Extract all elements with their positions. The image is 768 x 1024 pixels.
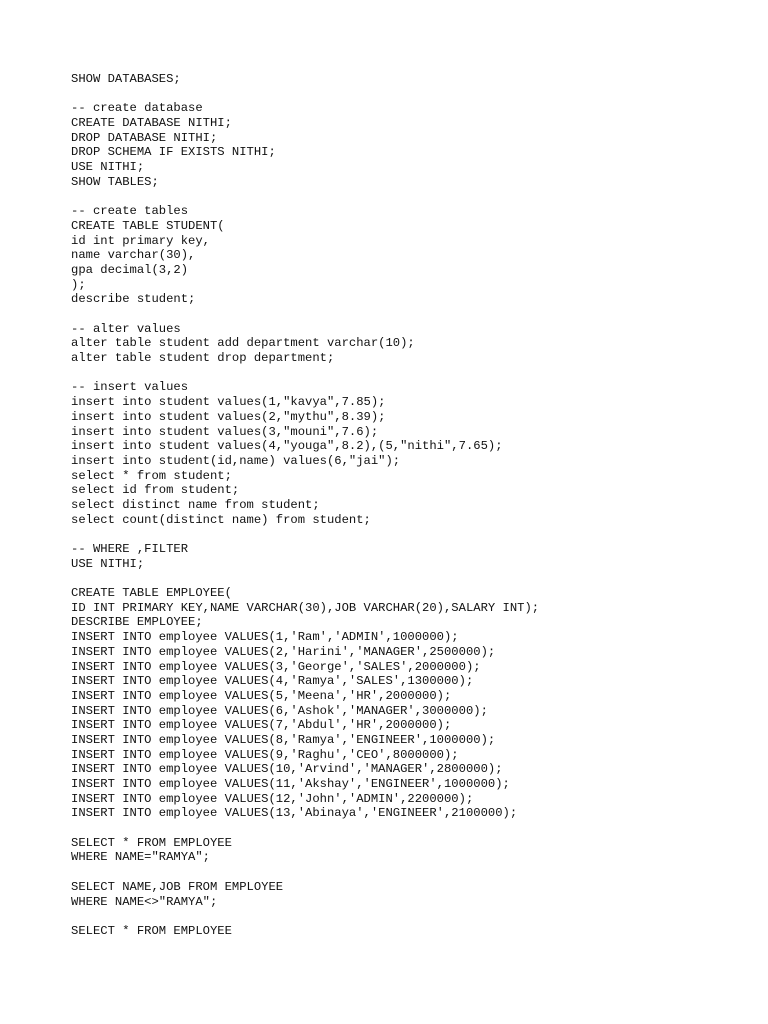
code-line: USE NITHI; [71,160,145,175]
code-line: insert into student values(1,"kavya",7.85); [71,395,386,410]
code-line: INSERT INTO employee VALUES(5,'Meena','HR',2000000); [71,688,452,703]
code-line: INSERT INTO employee VALUES(2,'Harini','MANAGER',2500000); [71,644,496,659]
code-line: select id from student; [71,483,240,498]
comment-line: -- insert values [71,380,189,395]
code-line: alter table student add department varchar(10); [71,336,415,351]
comment-line: -- create database [71,101,203,116]
code-line: CREATE TABLE STUDENT( [71,218,225,233]
code-line: DROP SCHEMA IF EXISTS NITHI; [71,145,276,160]
code-line: INSERT INTO employee VALUES(12,'John','ADMIN',2200000); [71,791,474,806]
code-line: gpa decimal(3,2) [71,262,189,277]
comment-line: -- alter values [71,321,181,336]
code-line: WHERE NAME<>"RAMYA"; [71,894,218,909]
code-line: DROP DATABASE NITHI; [71,130,218,145]
code-line: SELECT * FROM EMPLOYEE [71,923,232,938]
code-line: SELECT NAME,JOB FROM EMPLOYEE [71,879,284,894]
blank-line [71,366,751,381]
code-line: INSERT INTO employee VALUES(13,'Abinaya','ENGINEER',2100000); [71,806,518,821]
blank-line [71,865,751,880]
code-line: alter table student drop department; [71,351,335,366]
code-line: INSERT INTO employee VALUES(3,'George','SALES',2000000); [71,659,481,674]
code-line: SHOW DATABASES; [71,72,181,86]
code-line: INSERT INTO employee VALUES(4,'Ramya','SALES',1300000); [71,674,474,689]
code-line: INSERT INTO employee VALUES(6,'Ashok','MANAGER',3000000); [71,703,488,718]
code-line: insert into student values(2,"mythu",8.39); [71,409,386,424]
blank-line [71,571,751,586]
code-line: select distinct name from student; [71,497,320,512]
code-line: ); [71,277,86,292]
blank-line [71,909,751,924]
code-line: DESCRIBE EMPLOYEE; [71,615,203,630]
blank-line [71,307,751,322]
code-line: insert into student values(4,"youga",8.2),(5,"nithi",7.65); [71,439,503,454]
code-line: SELECT * FROM EMPLOYEE [71,835,232,850]
code-line: CREATE DATABASE NITHI; [71,116,232,131]
code-line: describe student; [71,292,196,307]
code-line: INSERT INTO employee VALUES(1,'Ram','ADMIN',1000000); [71,630,459,645]
code-line: INSERT INTO employee VALUES(9,'Raghu','CEO',8000000); [71,747,459,762]
code-line: WHERE NAME="RAMYA"; [71,850,210,865]
code-line: CREATE TABLE EMPLOYEE( [71,586,232,601]
code-line: name varchar(30), [71,248,196,263]
code-line: select count(distinct name) from student; [71,512,371,527]
blank-line [71,527,751,542]
code-line: select * from student; [71,468,232,483]
comment-line: -- WHERE ,FILTER [71,542,189,556]
blank-line [71,190,751,205]
document-page [71,72,751,939]
code-line: INSERT INTO employee VALUES(8,'Ramya','ENGINEER',1000000); [71,732,496,747]
comment-line: -- create tables [71,204,189,219]
code-line: INSERT INTO employee VALUES(7,'Abdul','HR',2000000); [71,718,452,733]
code-line: id int primary key, [71,233,210,248]
code-line: insert into student(id,name) values(6,"jai"); [71,453,401,468]
code-line: USE NITHI; [71,556,145,571]
code-line: INSERT INTO employee VALUES(10,'Arvind','MANAGER',2800000); [71,762,503,777]
code-line: INSERT INTO employee VALUES(11,'Akshay','ENGINEER',1000000); [71,777,510,791]
code-line: ID INT PRIMARY KEY,NAME VARCHAR(30),JOB VARCHAR(20),SALARY INT); [71,600,540,615]
code-line: insert into student values(3,"mouni",7.6); [71,424,379,439]
blank-line [71,87,751,102]
code-line: SHOW TABLES; [71,174,159,189]
blank-line [71,821,751,836]
